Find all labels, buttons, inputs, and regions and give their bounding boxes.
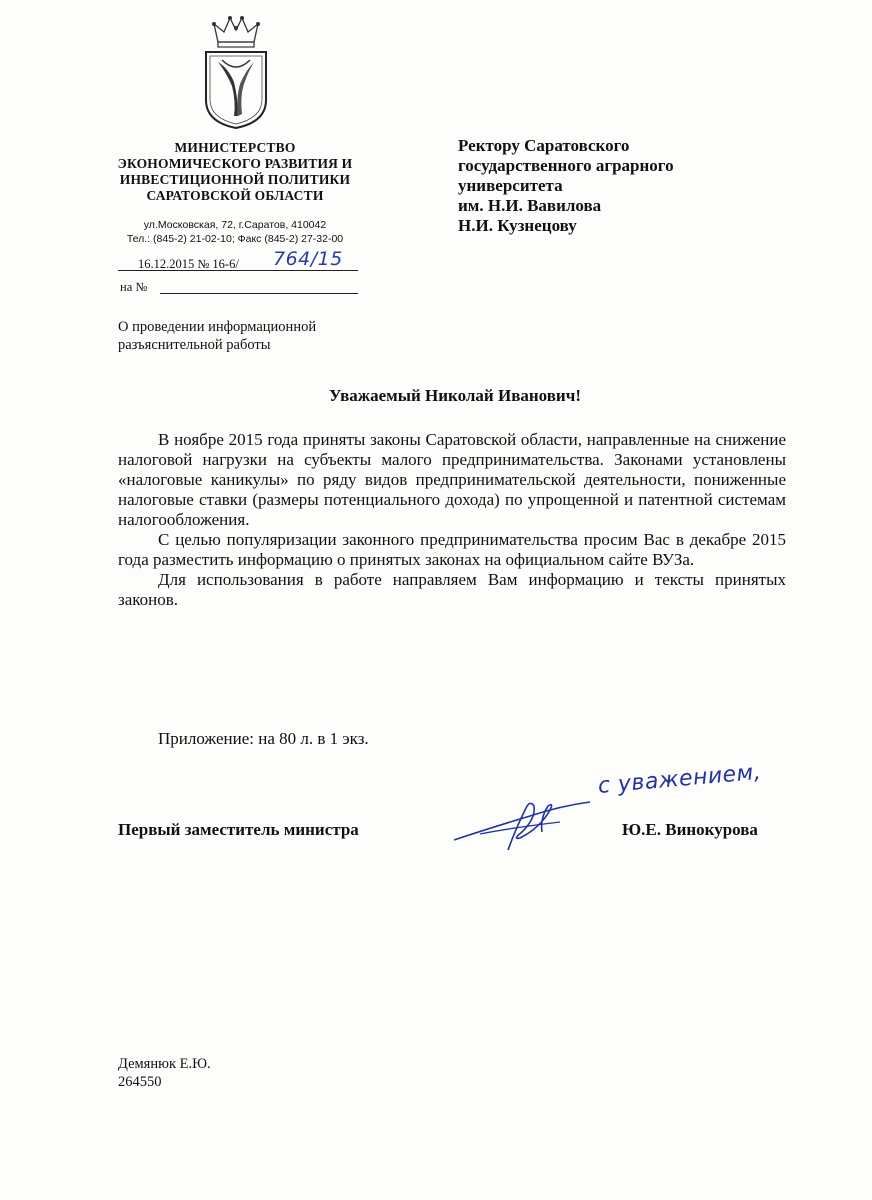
subject-line: О проведении информационной: [118, 319, 317, 335]
addressee-block: [458, 136, 798, 236]
body-paragraph: В ноябре 2015 года приняты законы Саратовской области, направленные на снижение налоговой нагрузки на субъекты малого предпринимательства. Законами установлены «налоговые каникулы» по ряду видов предпринимательской деятельности, пониженные налоговые ставки (размеры потенциального дохода) по упрощенной и патентной системам налогообложения.: [118, 430, 786, 529]
ministry-line: ИНВЕСТИЦИОННОЙ ПОЛИТИКИ: [119, 172, 351, 187]
registration-date-number: 16.12.2015 № 16-6/: [138, 257, 239, 271]
ministry-line: МИНИСТЕРСТВО: [174, 140, 296, 155]
ministry-line: ЭКОНОМИЧЕСКОГО РАЗВИТИЯ И: [117, 156, 353, 171]
ministry-address: [100, 218, 370, 246]
addressee-line: Н.И. Кузнецову: [458, 216, 577, 235]
executor-block: [118, 1055, 211, 1091]
address-line: ул.Московская, 72, г.Саратов, 410042: [143, 219, 327, 231]
addressee-line: университета: [458, 176, 563, 195]
signature-icon: [450, 788, 600, 858]
subject-line: разъяснительной работы: [118, 337, 271, 353]
ministry-name: [100, 140, 370, 204]
body-paragraph: С целью популяризации законного предпринимательства просим Вас в декабре 2015 года разместить информацию о принятых законах на официальном сайте ВУЗа.: [118, 530, 786, 569]
letter-body: [118, 430, 786, 610]
addressee-line: государственного аграрного: [458, 156, 674, 175]
body-paragraph: Для использования в работе направляем Вам информацию и тексты принятых законов.: [118, 570, 786, 609]
phones-line: Тел.: (845-2) 21-02-10; Факс (845-2) 27-32-00: [126, 233, 344, 245]
reference-label: на №: [120, 280, 148, 294]
executor-phone: 264550: [118, 1074, 162, 1090]
coat-of-arms-icon: [196, 12, 276, 132]
handwritten-greeting: с уважением,: [596, 759, 763, 799]
reference-line: [118, 280, 358, 294]
addressee-line: им. Н.И. Вавилова: [458, 196, 602, 215]
appendix-note: Приложение: на 80 л. в 1 экз.: [158, 729, 369, 748]
signatory-title: Первый заместитель министра: [118, 820, 359, 839]
addressee-line: Ректору Саратовского: [458, 136, 630, 155]
registration-handwritten-number: 764/15: [273, 248, 343, 270]
ministry-line: САРАТОВСКОЙ ОБЛАСТИ: [146, 188, 324, 203]
registration-line: [118, 248, 358, 271]
executor-name: Демянюк Е.Ю.: [118, 1056, 211, 1072]
salutation: Уважаемый Николай Иванович!: [329, 386, 581, 405]
signatory-name: Ю.Е. Винокурова: [622, 820, 758, 839]
letter-subject: [118, 318, 378, 354]
reference-underline: [160, 293, 358, 294]
